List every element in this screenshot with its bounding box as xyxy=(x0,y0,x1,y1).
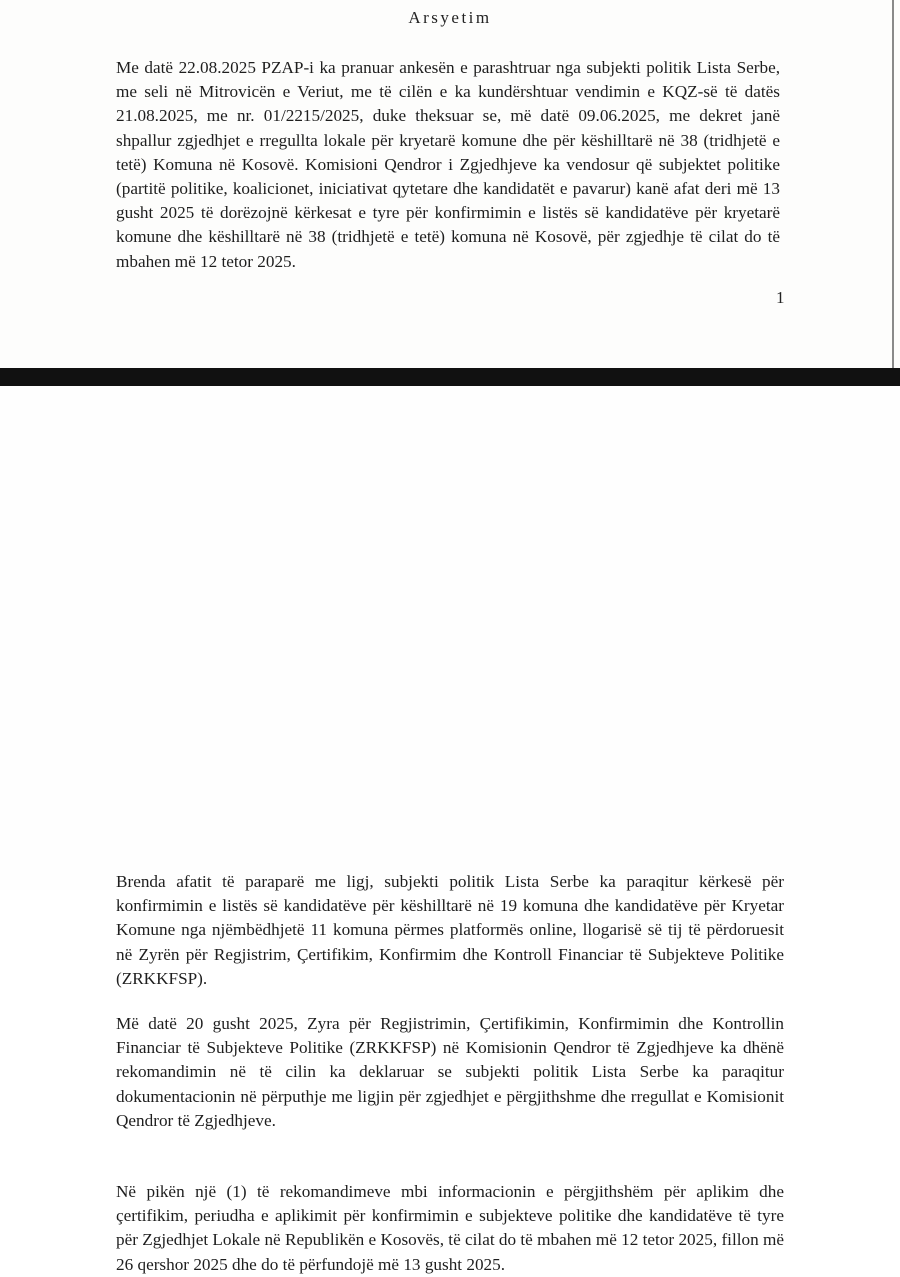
paragraph-office-recommendation: Më datë 20 gusht 2025, Zyra për Regjistrimin, Çertifikimin, Konfirmimin dhe Kontrollin Financiar të Subjekteve Politike (ZRKKFSP) në Komisionin Qendror të Zgjedhjeve ka dhënë rekomandimin në të cilin ka deklaruar se subjekti politik Lista Serbe ka paraqitur dokumentacionin në përputhje me ligjin për zgjedhjet e përgjithshme dhe rregullat e Komisionit Qendror të Zgjedhjeve. xyxy=(116,1014,784,1130)
page-number: 1 xyxy=(776,288,785,307)
document-page-top xyxy=(0,0,900,368)
paragraph-appeal-received: Me datë 22.08.2025 PZAP-i ka pranuar ankesën e parashtruar nga subjekti politik Lista Serbe, me seli në Mitrovicën e Veriut, me të cilën e ka kundërshtuar vendimin e KQZ-së të datës 21.08.2025, me nr. 01/2215/2025, duke theksuar se, më datë 09.06.2025, me dekret janë shpallur zgjedhjet e rregullta lokale për kryetarë komune dhe për këshilltarë në 38 (tridhjetë e tetë) Komuna në Kosovë. Komisioni Qendror i Zgjedhjeve ka vendosur që subjektet politike (partitë politike, koalicionet, iniciativat qytetare dhe kandidatët e pavarur) kanë afat deri më 13 gusht 2025 të dorëzojnë kërkesat e tyre për konfirmimin e listës së kandidatëve për kryetarë komune dhe këshilltarë në 38 (tridhjetë e tetë) komuna në Kosovë, për zgjedhje të cilat do të mbahen më 12 tetor 2025. xyxy=(116,58,780,271)
document-page-bottom xyxy=(0,386,900,1274)
section-title: Arsyetim xyxy=(408,8,492,27)
paragraph-application-period: Në pikën një (1) të rekomandimeve mbi informacionin e përgjithshëm për aplikim dhe çertifikim, periudha e aplikimit për konfirmimin e subjekteve politike dhe kandidatëve të tyre për Zgjedhjet Lokale në Republikën e Kosovës, të cilat do të mbahen më 12 tetor 2025, fillon më 26 qershor 2025 dhe do të përfundojë më 13 gusht 2025. xyxy=(116,1182,784,1274)
page-separator xyxy=(0,368,900,386)
page-edge xyxy=(892,0,894,368)
paragraph-application-submitted: Brenda afatit të paraparë me ligj, subjekti politik Lista Serbe ka paraqitur kërkesë për konfirmimin e listës së kandidatëve për këshilltarë në 19 komuna dhe kandidatëve për Kryetar Komune nga njëmbëdhjetë 11 komuna përmes platformës online, llogarisë së tij të përdoruesit në Zyrën për Regjistrim, Çertifikim, Konfirmim dhe Kontroll Financiar të Subjekteve Politike (ZRKKFSP). xyxy=(116,872,784,988)
